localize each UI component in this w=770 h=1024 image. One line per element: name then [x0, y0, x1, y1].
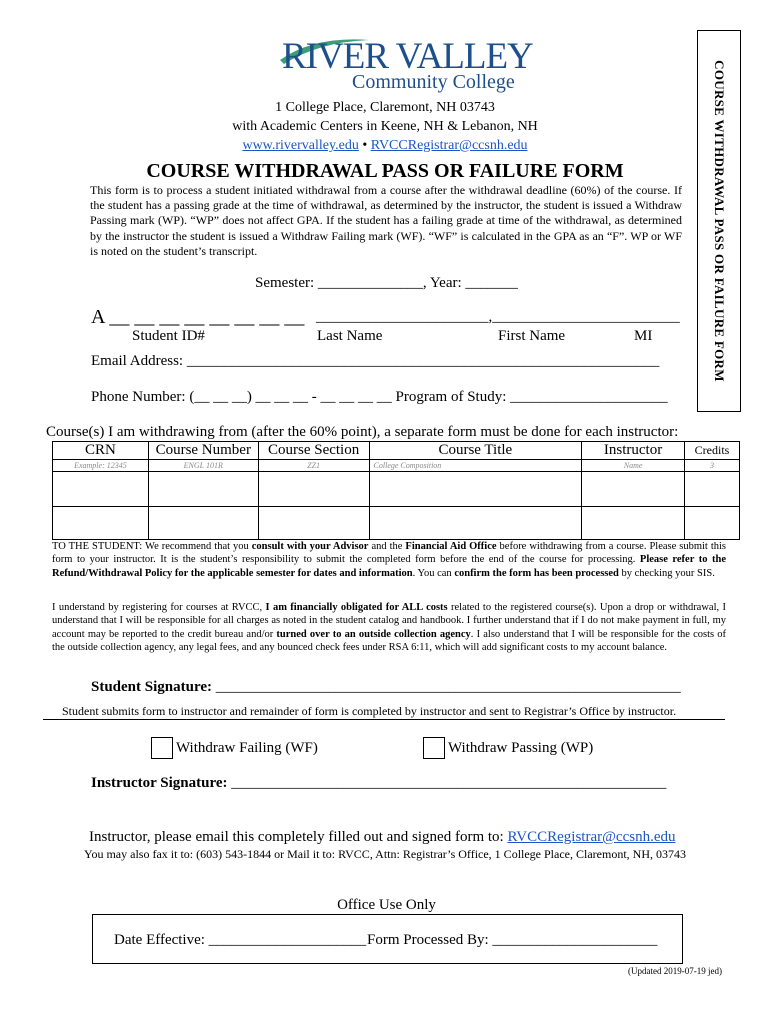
- credits-cell[interactable]: [685, 472, 740, 507]
- address-line-1: 1 College Place, Claremont, NH 03743: [275, 100, 495, 115]
- logo-title: RIVER VALLEY: [282, 36, 533, 77]
- example-course-title: College Composition: [369, 460, 582, 472]
- crn-cell[interactable]: [53, 472, 149, 507]
- last-name-label: Last Name: [317, 328, 383, 344]
- student-id-field[interactable]: A __ __ __ __ __ __ __ __: [91, 306, 305, 328]
- instructor-signature-label: Instructor Signature:: [91, 775, 228, 791]
- address-line-2: with Academic Centers in Keene, NH & Lebanon, NH: [232, 119, 538, 134]
- withdraw-failing-label: Withdraw Failing (WF): [176, 740, 318, 756]
- course-number-cell[interactable]: [148, 472, 258, 507]
- form-title: COURSE WITHDRAWAL PASS OR FAILURE FORM: [146, 160, 624, 182]
- example-crn: Example: 12345: [53, 460, 149, 472]
- divider: [43, 719, 725, 720]
- course-section-cell[interactable]: [258, 472, 369, 507]
- example-course-section: ZZ1: [258, 460, 369, 472]
- first-name-label: First Name: [498, 328, 566, 344]
- semester-year-field[interactable]: Semester: ______________, Year: _______: [255, 275, 518, 291]
- table-header-row: [53, 442, 740, 460]
- withdraw-passing-label: Withdraw Passing (WP): [448, 740, 594, 756]
- table-row: [53, 460, 740, 472]
- fax-mail-instructions: You may also fax it to: (603) 543-1844 or Mail it to: RVCC, Attn: Registrar’s Office, 1 College Place, Claremont, NH, 03743: [84, 847, 686, 861]
- intro-paragraph: This form is to process a student initiated withdrawal from a course after the withdrawal deadline (60%) of the course. If the student has a passing grade at the time of withdrawal, as determined by the instructor, the student is issued a Withdraw Passing mark (WP). “WP” does not affect GPA. If the student has a failing grade at time of the withdrawal, as determined by the instructor the student is issued a Withdraw Failing mark (WF). “WF” is calculated in the GPA as an “F”. WP or WF is noted on the student’s transcript.: [90, 183, 682, 258]
- updated-note: (Updated 2019-07-19 jed): [628, 966, 722, 976]
- name-field[interactable]: _______________________,_________________________: [316, 309, 680, 325]
- office-use-heading: Office Use Only: [337, 897, 436, 913]
- credits-cell[interactable]: [685, 507, 740, 540]
- course-title-cell[interactable]: [369, 507, 582, 540]
- crn-cell[interactable]: [53, 507, 149, 540]
- instructor-signature-field[interactable]: Instructor Signature: __________________________________________________________: [91, 775, 667, 791]
- table-row: [53, 507, 740, 540]
- col-course-number: Course Number: [148, 442, 258, 460]
- courses-heading: Course(s) I am withdrawing from (after the 60% point), a separate form must be done for each instructor:: [46, 424, 679, 440]
- example-instructor: Name: [582, 460, 685, 472]
- instructor-cell[interactable]: [582, 472, 685, 507]
- student-signature-field[interactable]: Student Signature: ______________________________________________________________: [91, 679, 681, 695]
- registrar-email-link[interactable]: RVCCRegistrar@ccsnh.edu: [370, 138, 528, 153]
- phone-program-field[interactable]: Phone Number: (__ __ __) __ __ __ - __ __ __ __ Program of Study: _____________________: [91, 389, 668, 405]
- email-address-field[interactable]: Email Address: _______________________________________________________________: [91, 353, 660, 369]
- financial-obligation-notice: I understand by registering for courses at RVCC, I am financially obligated for ALL costs related to the registered course(s). Upon a drop or withdrawal, I understand that I will be responsible for all charges as noted in the student catalog and handbook. I further understand that if I do not make payment in full, my account may be reported to the credit bureau and/or turned over to an outside collection agency. I also understand that I will be responsible for the costs of the outside collection agency, any legal fees, and any bounced check fees under RSA 6:11, which will add significant costs to my account balance.: [52, 602, 727, 654]
- course-table: [52, 441, 740, 540]
- table-row: [53, 472, 740, 507]
- withdraw-failing-checkbox[interactable]: [151, 737, 173, 759]
- example-course-number: ENGL 101R: [148, 460, 258, 472]
- office-use-box: [92, 914, 683, 964]
- registrar-email-link[interactable]: RVCCRegistrar@ccsnh.edu: [507, 829, 676, 845]
- side-label: COURSE WITHDRAWAL PASS OR FAILURE FORM: [712, 60, 727, 382]
- col-credits: Credits: [685, 442, 740, 460]
- course-title-cell[interactable]: [369, 472, 582, 507]
- student-notice: TO THE STUDENT: We recommend that you consult with your Advisor and the Financial Aid Office before withdrawing from a course. Please submit this form to your instructor. It is the student’s responsibility to submit the completed form before the end of the course for processing. Please refer to the Refund/Withdrawal Policy for the applicable semester for dates and information. You can confirm the form has been processed by checking your SIS.: [52, 541, 726, 579]
- instructor-cell[interactable]: [582, 507, 685, 540]
- col-course-title: Course Title: [369, 442, 582, 460]
- instructor-note: Student submits form to instructor and remainder of form is completed by instructor and sent to Registrar’s Office by instructor.: [62, 704, 677, 718]
- college-logo: [274, 30, 533, 93]
- course-section-cell[interactable]: [258, 507, 369, 540]
- student-id-label: Student ID#: [132, 328, 205, 344]
- logo-subtitle: Community College: [352, 71, 515, 93]
- bullet-separator: •: [362, 138, 368, 153]
- course-number-cell[interactable]: [148, 507, 258, 540]
- date-effective-field[interactable]: Date Effective: _____________________: [114, 932, 367, 948]
- form-processed-by-field[interactable]: Form Processed By: ______________________: [367, 932, 658, 948]
- col-instructor: Instructor: [582, 442, 685, 460]
- contact-links: [150, 138, 620, 154]
- student-signature-label: Student Signature:: [91, 679, 212, 695]
- side-label-box: [697, 30, 741, 412]
- withdraw-passing-checkbox[interactable]: [423, 737, 445, 759]
- col-crn: CRN: [53, 442, 149, 460]
- mi-label: MI: [634, 328, 653, 344]
- col-course-section: Course Section: [258, 442, 369, 460]
- email-instructions: Instructor, please email this completely filled out and signed form to: RVCCRegistrar@ccsnh.edu: [89, 829, 676, 845]
- website-link[interactable]: www.rivervalley.edu: [242, 138, 359, 153]
- example-credits: 3: [685, 460, 740, 472]
